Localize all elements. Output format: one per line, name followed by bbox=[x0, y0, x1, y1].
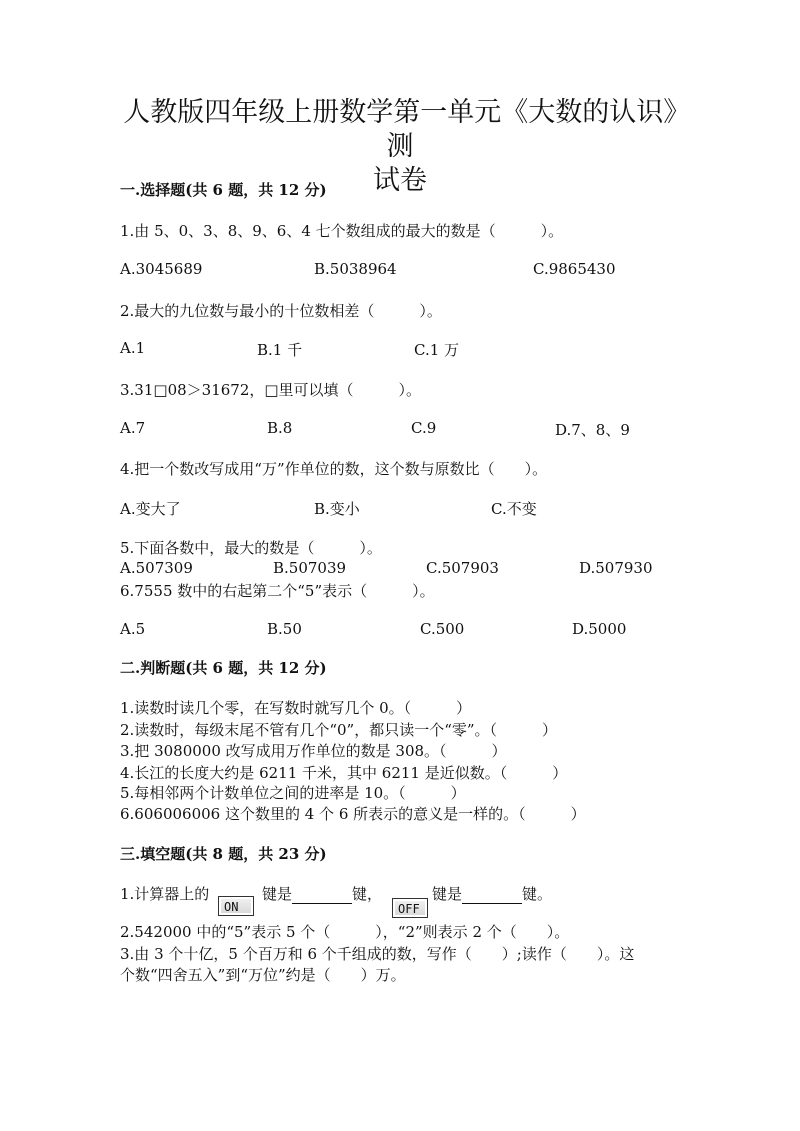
answer-blank bbox=[462, 889, 522, 904]
section-heading-fill: 三.填空题(共 8 题，共 23 分) bbox=[120, 845, 327, 863]
section-heading-judge: 二.判断题(共 6 题，共 12 分) bbox=[120, 659, 327, 677]
judge-item: 1.读数时读几个零，在写数时就写几个 0。（ ） bbox=[120, 699, 472, 717]
on-key-image: ON bbox=[218, 896, 254, 916]
option: A.507309 bbox=[120, 559, 193, 577]
fill-q1-mid1: 键是 bbox=[262, 885, 293, 903]
option: C.507903 bbox=[426, 559, 499, 577]
off-key-image: OFF bbox=[392, 898, 428, 918]
judge-item: 4.长江的长度大约是 6211 千米，其中 6211 是近似数。（ ） bbox=[120, 764, 568, 782]
fill-q1-mid3: 键是 bbox=[432, 885, 463, 903]
option: B.50 bbox=[267, 620, 302, 638]
option: D.507930 bbox=[579, 559, 653, 577]
judge-item: 2.读数时，每级末尾不管有几个“0”，都只读一个“零”。（ ） bbox=[120, 721, 558, 739]
judge-item: 3.把 3080000 改写成用万作单位的数是 308。（ ） bbox=[120, 742, 507, 760]
option: C.9865430 bbox=[533, 260, 616, 278]
section-heading-choice: 一.选择题(共 6 题，共 12 分) bbox=[120, 181, 327, 199]
fill-q3-line2: 个数“四舍五入”到“万位”约是（ ）万。 bbox=[120, 966, 406, 984]
judge-item: 6.606006006 这个数里的 4 个 6 所表示的意义是一样的。（ ） bbox=[120, 805, 586, 823]
option: A.3045689 bbox=[120, 260, 203, 278]
fill-q1-part bbox=[262, 883, 382, 904]
title-line-2: 试卷 bbox=[373, 165, 427, 196]
option: B.1 千 bbox=[257, 341, 303, 359]
title-line-1: 人教版四年级上册数学第一单元《大数的认识》测 bbox=[123, 97, 677, 162]
fill-q1-suffix: 键。 bbox=[522, 885, 553, 903]
question-text: 4.把一个数改写成用“万”作单位的数，这个数与原数比（ ）。 bbox=[120, 460, 548, 478]
option: B.507039 bbox=[273, 559, 347, 577]
fill-q1-mid2: 键， bbox=[352, 885, 383, 903]
fill-q3-line1: 3.由 3 个十亿，5 个百万和 6 个千组成的数，写作（ ）;读作（ ）。这 bbox=[120, 945, 635, 963]
question-text: 6.7555 数中的右起第二个“5”表示（ ）。 bbox=[120, 582, 435, 600]
judge-item: 5.每相邻两个计数单位之间的进率是 10。（ ） bbox=[120, 784, 466, 802]
fill-q1-part2 bbox=[432, 883, 552, 904]
option: C.9 bbox=[411, 419, 437, 437]
option: B.5038964 bbox=[314, 260, 397, 278]
option: C.不变 bbox=[491, 500, 537, 518]
option: C.500 bbox=[420, 620, 465, 638]
fill-q2: 2.542000 中的“5”表示 5 个（ ），“2”则表示 2 个（ ）。 bbox=[120, 923, 570, 941]
option: D.7、8、9 bbox=[555, 421, 630, 439]
option: A.7 bbox=[120, 419, 146, 437]
option: A.变大了 bbox=[120, 500, 181, 518]
question-text: 3.31□08＞31672，□里可以填（ ）。 bbox=[120, 381, 422, 399]
option: A.1 bbox=[120, 339, 146, 357]
answer-blank bbox=[292, 889, 352, 904]
option: B.8 bbox=[267, 419, 293, 437]
question-text: 2.最大的九位数与最小的十位数相差（ ）。 bbox=[120, 302, 442, 320]
fill-q1-prefix: 1.计算器上的 bbox=[120, 885, 210, 903]
question-text: 5.下面各数中，最大的数是（ ）。 bbox=[120, 539, 382, 557]
option: D.5000 bbox=[572, 620, 627, 638]
option: C.1 万 bbox=[414, 341, 460, 359]
option: B.变小 bbox=[314, 500, 360, 518]
option: A.5 bbox=[120, 620, 146, 638]
question-text: 1.由 5、0、3、8、9、6、4 七个数组成的最大的数是（ ）。 bbox=[120, 222, 564, 240]
